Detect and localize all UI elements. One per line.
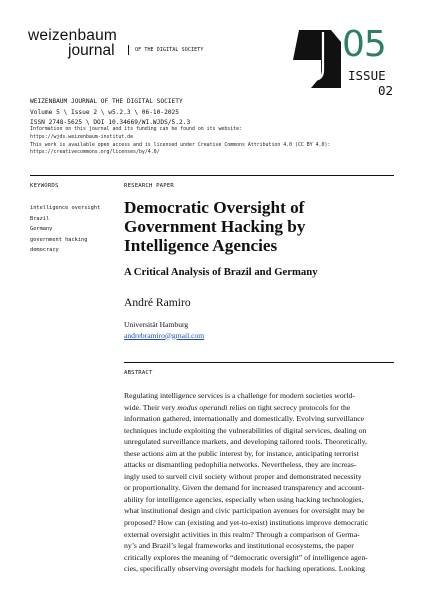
issn-line: ISSN 2748-5625 \ DOI 10.34669/WI.WJDS/5.2.3	[30, 119, 191, 126]
logo-line2: journal	[68, 42, 115, 59]
abstract-line: what institutional design and civic participation avenues for oversight may be	[124, 506, 365, 516]
author-affiliation: Universität Hamburg	[124, 320, 189, 329]
keyword-item: intelligence oversight	[30, 205, 101, 211]
paper-title	[124, 198, 374, 255]
abstract-line: cies, specifically observing oversight models for hacking operations. Looking	[124, 564, 366, 574]
author-affiliation-block	[124, 320, 204, 341]
abstract-line: unregulated surveillance markets, and developing tailored tools. Theoretically,	[124, 437, 367, 447]
abstract-line: external oversight activities in this realm? Through a comparison of Germa-	[124, 529, 360, 539]
divider-abstract	[124, 362, 394, 363]
author-name: André Ramiro	[124, 296, 191, 309]
abstract-line: or proportionality. Given the demand for increased transparency and account-	[124, 483, 365, 493]
logo-tagline: OF THE DIGITAL SOCIETY	[135, 47, 204, 53]
issue-label: ISSUE	[348, 68, 386, 83]
keyword-item: Germany	[30, 226, 53, 233]
abstract-line: information gathered, internationally and domestically. Evolving surveillance	[124, 414, 365, 424]
journal-name: WEIZENBAUM JOURNAL OF THE DIGITAL SOCIETY	[30, 98, 183, 105]
issue-graphic-icon	[293, 30, 341, 88]
keyword-item: government hacking	[30, 236, 88, 243]
abstract-body	[124, 390, 395, 575]
abstract-line: ny’s and Brazil’s legal frameworks and institutional ecosystems, the paper	[124, 541, 354, 551]
abstract-line: Regulating intelligence services is a challenge for modern societies world-	[124, 391, 355, 400]
paper-subtitle: A Critical Analysis of Brazil and Germany	[124, 266, 318, 278]
license-link[interactable]: https://creativecommons.org/licenses/by/4.0/	[30, 149, 160, 156]
divider-top	[30, 175, 394, 176]
abstract-line: ability for intelligence agencies, especially when using hacking technologies,	[124, 494, 364, 504]
abstract-line: proposed? How can (existing and yet-to-exist) institutions improve democratic	[124, 518, 369, 528]
journal-info	[30, 126, 330, 157]
website-link[interactable]: https://wjds.weizenbaum-institut.de	[30, 133, 134, 140]
title-line: Government Hacking by	[124, 217, 306, 236]
abstract-line: wide. Their very modus operandi relies on tight secrecy protocols for the	[124, 402, 351, 412]
info-line1: Information on this journal and its funding can be found on its website:	[30, 126, 242, 132]
title-line: Intelligence Agencies	[124, 236, 278, 255]
keywords-heading: KEYWORDS	[30, 183, 59, 189]
abstract-heading: ABSTRACT	[124, 370, 153, 376]
keywords-list	[30, 203, 100, 256]
keyword-item: democracy	[30, 247, 59, 254]
journal-meta	[30, 97, 190, 129]
abstract-line: these actions aim at the public interest by, for instance, anticipating terrorist	[124, 448, 359, 458]
abstract-line: techniques include exploiting the vulnerabilities of digital services, dealing on	[124, 425, 367, 435]
issue-number: 02	[378, 83, 394, 98]
volume-line: Volume 5 \ Issue 2 \ w5.2.3 \ 06-10-2025	[30, 108, 180, 116]
issue-volume-number: 05	[342, 24, 386, 65]
info-line3: This work is available open access and is licensed under Creative Commons Attribution 4.0 (CC BY 4.0):	[30, 141, 331, 148]
keyword-item: Brazil	[30, 215, 50, 222]
title-line: Democratic Oversight of	[124, 198, 305, 217]
logo-line1: weizenbaum	[28, 27, 118, 44]
abstract-line: critically explores the meaning of “democratic oversight” of intelligence agen-	[124, 552, 368, 562]
author-email-link[interactable]: andrebramiro@gmail.com	[124, 330, 205, 340]
abstract-line: ingly used to surveil civil society without proper and demonstrated necessity	[124, 471, 362, 481]
paper-type: RESEARCH PAPER	[124, 183, 174, 189]
abstract-line: attacks or dismantling pedophilia networks. Nevertheless, they are increas-	[124, 460, 357, 470]
logo-divider	[128, 45, 129, 55]
